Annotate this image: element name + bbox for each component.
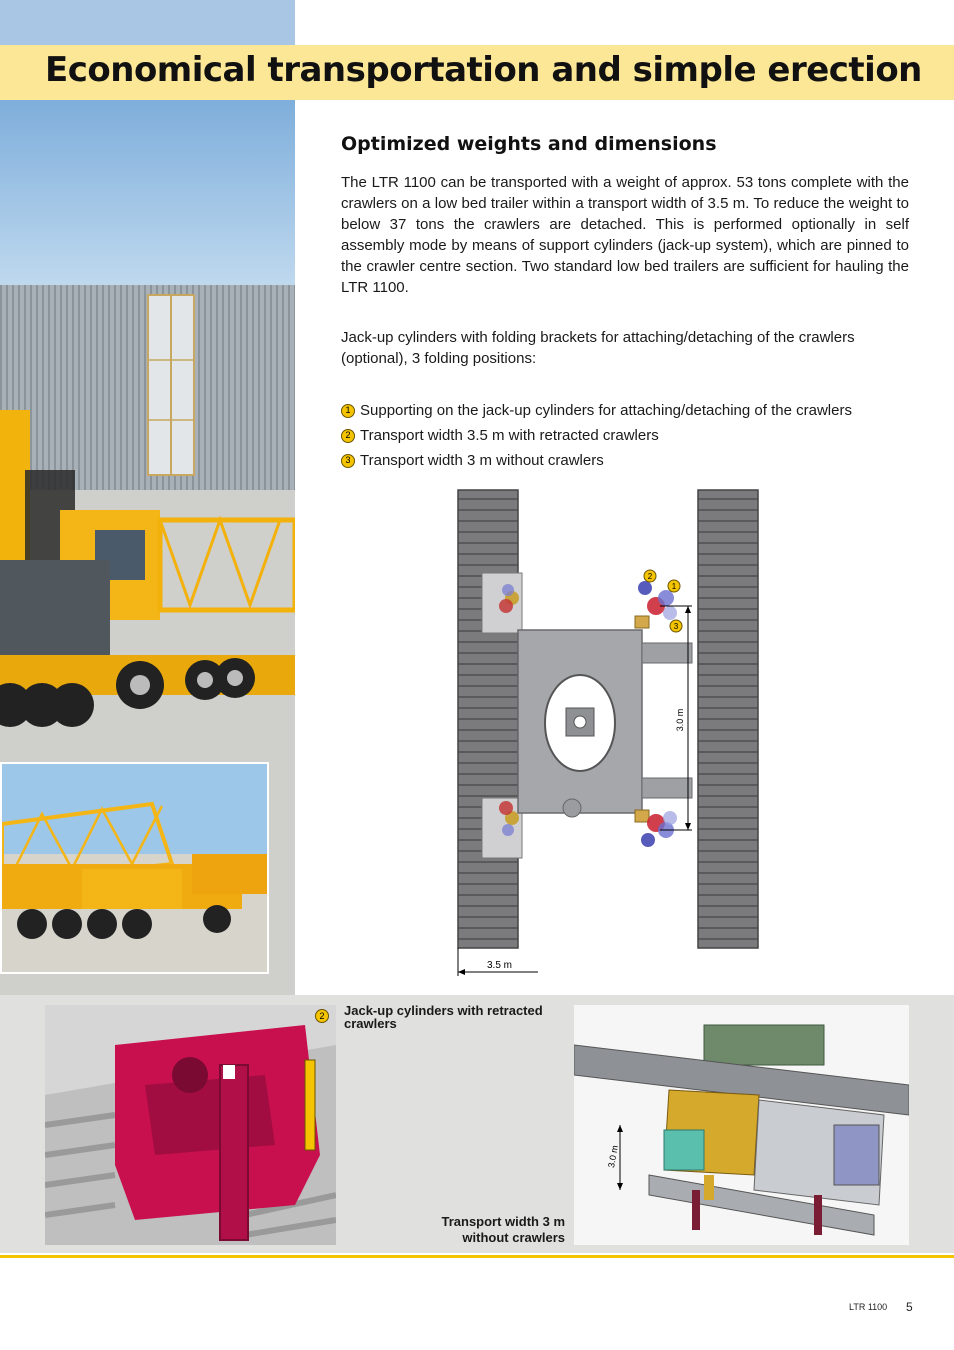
body-paragraph-2: Jack-up cylinders with folding brackets for attaching/detaching of the crawlers (optional), 3 folding positions: bbox=[341, 329, 855, 367]
caption-retracted-crawlers: Jack-up cylinders with retracted crawlers bbox=[344, 1003, 543, 1031]
number-badge: 1 bbox=[341, 404, 355, 418]
crawler-render-image bbox=[574, 1005, 909, 1245]
footer-rule bbox=[0, 1255, 954, 1258]
header-tab bbox=[0, 0, 295, 45]
list-item bbox=[341, 423, 921, 448]
marker-2 bbox=[644, 570, 656, 582]
number-badge: 2 bbox=[315, 1009, 329, 1023]
right-crawler-track bbox=[698, 490, 758, 948]
svg-text:3.0 m: 3.0 m bbox=[606, 1144, 620, 1169]
caption-without-crawlers: Transport width 3 m without crawlers bbox=[441, 1214, 565, 1245]
crane-trailer-photo bbox=[0, 762, 269, 974]
page-number: 5 bbox=[906, 1300, 913, 1314]
dimension-3-5m bbox=[458, 948, 538, 976]
section-subtitle: Optimized weights and dimensions bbox=[341, 133, 717, 155]
folding-positions-list bbox=[341, 398, 921, 473]
svg-text:3.0 m: 3.0 m bbox=[675, 708, 685, 732]
svg-text:1: 1 bbox=[671, 582, 677, 591]
footer-model-name: LTR 1100 bbox=[849, 1302, 888, 1312]
page-title: Economical transportation and simple erection bbox=[45, 50, 922, 90]
svg-text:2: 2 bbox=[647, 572, 653, 581]
list-item bbox=[341, 398, 921, 423]
list-item-text: Supporting on the jack-up cylinders for attaching/detaching of the crawlers bbox=[360, 402, 852, 419]
list-item-text: Transport width 3.5 m with retracted crawlers bbox=[360, 427, 659, 444]
list-item bbox=[341, 448, 921, 473]
jack-up-cylinder-photo bbox=[45, 1005, 336, 1245]
svg-text:3.5 m: 3.5 m bbox=[487, 960, 513, 971]
marker-3 bbox=[670, 620, 682, 632]
body-paragraph-1: The LTR 1100 can be transported with a weight of approx. 53 tons complete with the crawlers on a low bed trailer within a transport width of 3.5 m. To reduce the weight to below 37 tons the crawlers are detached. This is performed optionally in self assembly mode by means of support cylinders (jack-up system), which are pinned to the crawler centre section. Two standard low bed trailers are sufficient for hauling the LTR 1100. bbox=[341, 174, 909, 296]
marker-1 bbox=[668, 580, 680, 592]
crawler-diagram bbox=[420, 478, 780, 978]
left-crawler-track bbox=[458, 490, 518, 948]
number-badge: 3 bbox=[341, 454, 355, 468]
list-item-text: Transport width 3 m without crawlers bbox=[360, 452, 604, 469]
svg-text:3: 3 bbox=[673, 622, 679, 631]
number-badge: 2 bbox=[341, 429, 355, 443]
